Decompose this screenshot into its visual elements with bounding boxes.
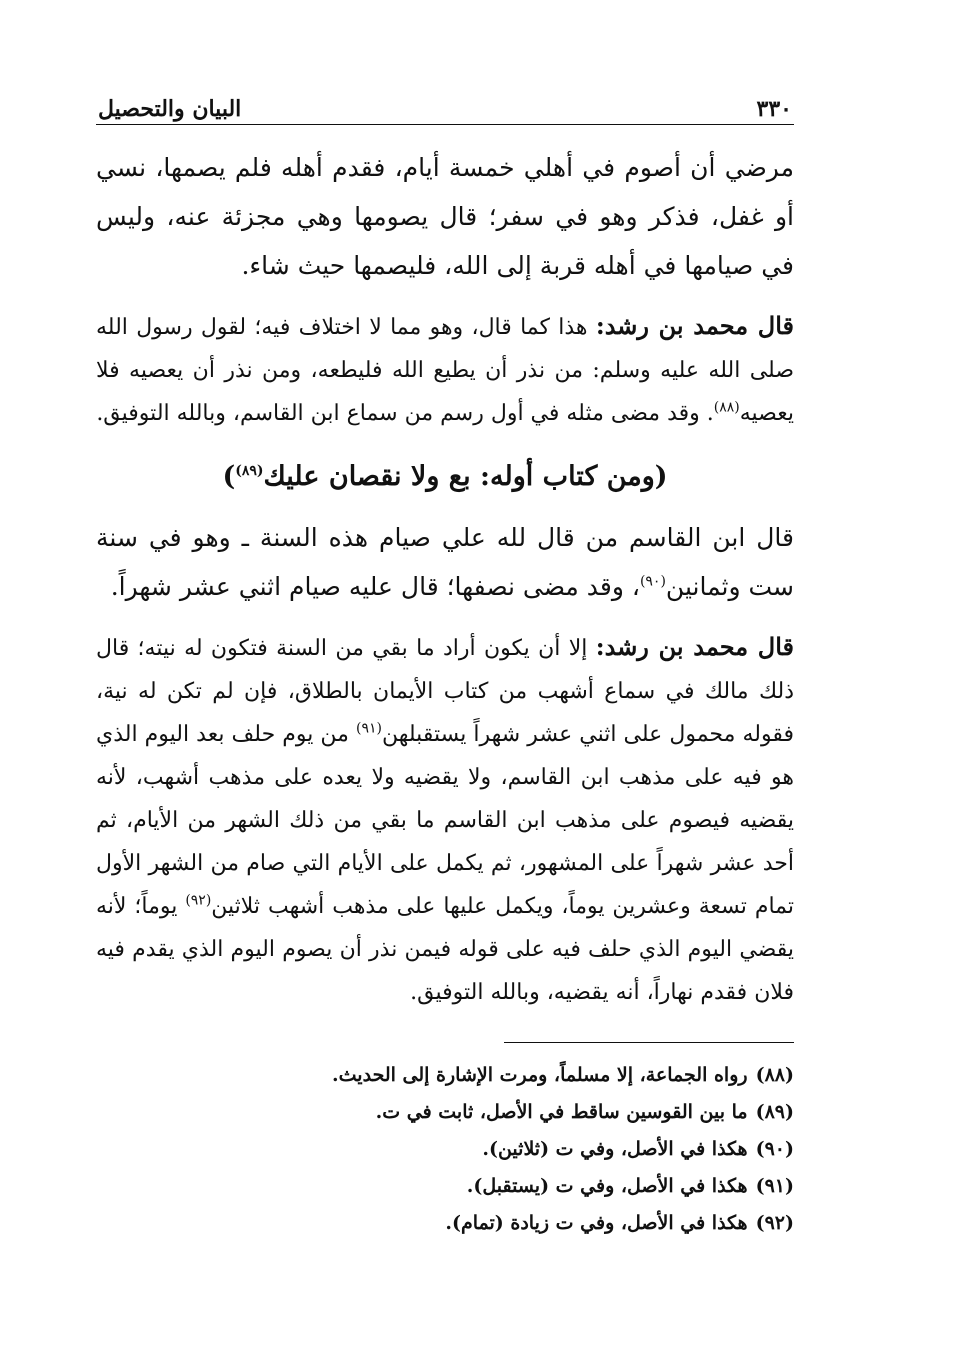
paragraph-4-text-a: إلا أن يكون أراد ما بقي من السنة فتكون له نيته؛ قال ذلك مالك في سماع أشهب من كتاب الأيمان بالطلاق، فإن لم تكن له نية، فقوله محمول على اثني عشر شهراً يستقبلهن [96, 636, 794, 747]
footnote-number: (٨٨) [755, 1064, 794, 1086]
paragraph-2-lead: قال محمد بن رشد: [595, 311, 794, 340]
running-head [96, 78, 794, 125]
paragraph-2-text-b: . وقد مضى مثله في أول رسم من سماع ابن القاسم، وبالله التوفيق. [96, 401, 714, 426]
footnote-ref-89: (٨٩) [235, 463, 264, 479]
footnotes-list [96, 1057, 794, 1242]
footnote-text: ما بين القوسين ساقط في الأصل، ثابت في ت. [375, 1101, 748, 1123]
paragraph-3-text-a: قال ابن القاسم من قال لله علي صيام هذه السنة ـ وهو في سنة ست وثمانين [96, 523, 794, 601]
footnote-number: (٨٩) [755, 1101, 794, 1123]
footnote-text: هكذا في الأصل، وفي ت زيادة (تمام). [445, 1212, 748, 1234]
footnote-number: (٩٠) [755, 1138, 794, 1160]
paragraph-2 [96, 304, 794, 435]
footnote-ref-91: (٩١) [356, 720, 383, 737]
paragraph-1: مرضي أن أصوم في أهلي خمسة أيام، فقدم أهله فلم يصمها، نسي أو غفل، فذكر وهو في سفر؛ قال يصومها وهي مجزئة عنه، وليس في صيامها في أهله قربة إلى الله، فليصمها حيث شاء. [96, 153, 794, 280]
paragraph-4 [96, 625, 794, 1014]
book-page [96, 78, 794, 1328]
paragraph-4-text-c: يوماً؛ لأنه يقضي اليوم الذي حلف فيه على قوله فيمن نذر أن يصوم اليوم الذي يقدم فيه فلان فقدم نهاراً، أنه يقضيه، وبالله التوفيق. [96, 894, 794, 1005]
paragraph-4-lead: قال محمد بن رشد: [595, 632, 795, 661]
footnote-ref-88: (٨٨) [713, 399, 740, 416]
paragraph-3 [96, 513, 794, 611]
footnote-text: رواه الجماعة، إلا مسلماً، ومرت الإشارة إلى الحديث. [332, 1064, 748, 1086]
footnote-text: هكذا في الأصل، وفي ت (ثلاثين). [482, 1138, 748, 1160]
section-heading-close: ) [222, 461, 236, 492]
footnote-item [96, 1168, 794, 1205]
paragraph-2-text-a: هذا كما قال، وهو مما لا اختلاف فيه؛ لقول رسول الله صلى الله عليه وسلم: من نذر أن يطيع الله فليطعه، ومن نذر أن يعصيه فلا يعصيه [96, 315, 794, 426]
page-number: ٣٣٠ [756, 96, 792, 122]
footnote-divider [504, 1042, 794, 1043]
footnote-item [96, 1205, 794, 1242]
footnote-number: (٩٢) [755, 1212, 794, 1234]
section-heading [96, 457, 794, 497]
footnote-item [96, 1094, 794, 1131]
paragraph-4-text-b: من يوم حلف بعد اليوم الذي هو فيه على مذهب ابن القاسم، ولا يقضيه ولا يعده على مذهب أشهب، لأنه يقضيه فيصوم على مذهب ابن القاسم ما بقي من ذلك الشهر من الأيام، ثم أحد عشر شهراً على المشهور، ثم يكمل على الأيام التي صام من الشهر الأول تمام تسعة وعشرين يوماً، ويكمل عليها على مذهب أشهب ثلاثين [96, 722, 794, 919]
paragraph-3-text-b: ، وقد مضى نصفها؛ قال عليه صيام اثني عشر شهراً. [110, 572, 640, 601]
footnote-item [96, 1131, 794, 1168]
footnote-number: (٩١) [755, 1175, 794, 1197]
footnote-text: هكذا في الأصل، وفي ت (يستقبل). [466, 1175, 748, 1197]
book-title: البيان والتحصيل [98, 96, 242, 122]
footnote-item [96, 1057, 794, 1094]
section-heading-text: (ومن كتاب أوله: بع ولا نقصان عليك [263, 461, 668, 492]
footnote-ref-90: (٩٠) [639, 573, 666, 590]
footnote-ref-92: (٩٢) [185, 892, 212, 909]
